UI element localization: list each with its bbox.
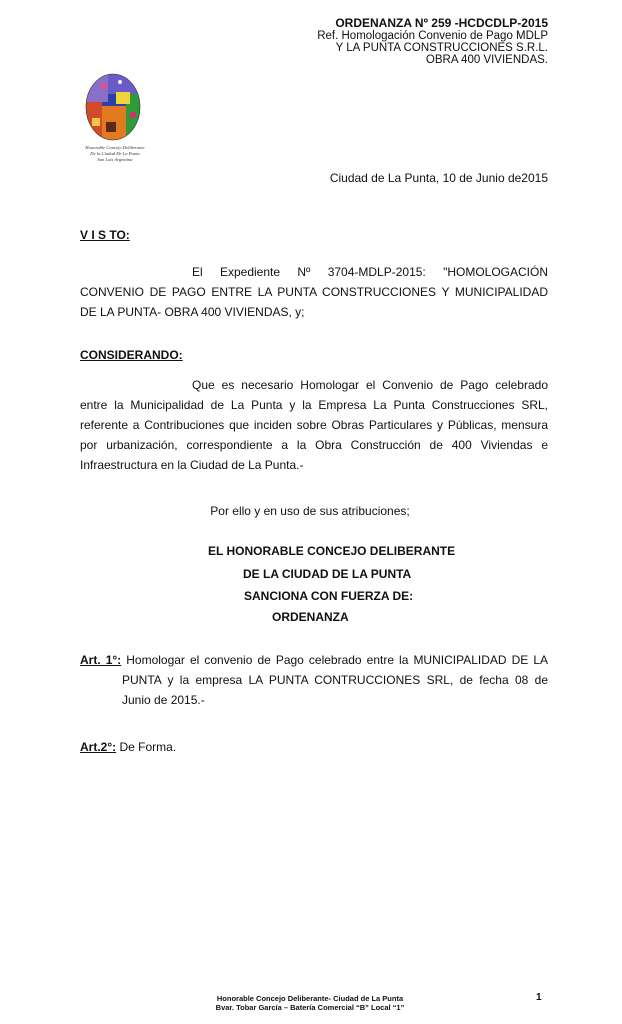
page-number: 1 — [536, 992, 542, 1003]
article-2-label: Art.2°: — [80, 740, 117, 754]
considerando-line-4: por urbanización, correspondiente a la Obra Construcción de 400 Viviendas e — [80, 438, 548, 452]
article-2-text: De Forma. — [116, 740, 177, 754]
reference-line-3: OBRA 400 VIVIENDAS. — [425, 54, 548, 66]
considerando-heading: CONSIDERANDO: — [80, 348, 183, 362]
visto-heading: V I S TO: — [80, 228, 130, 242]
article-2 — [80, 737, 548, 757]
ordinance-number: ORDENANZA Nº 259 -HCDCDLP-2015 — [335, 16, 548, 30]
article-1-line-2: PUNTA y la empresa LA PUNTA CONTRUCCIONES SRL, de fecha 08 de — [122, 673, 548, 687]
council-logo — [80, 72, 146, 142]
considerando-line-3: referente a Contribuciones que inciden sobre Obras Particulares y Públicas, mensura — [80, 418, 548, 432]
sanciona-line-3: SANCIONA CON FUERZA DE: — [244, 589, 414, 603]
sanciona-line-2: DE LA CIUDAD DE LA PUNTA — [243, 567, 412, 581]
considerando-line-5: Infraestructura en la Ciudad de La Punta.- — [80, 458, 304, 472]
logo-caption-1: Honorable Concejo Deliberante — [85, 145, 145, 150]
visto-line-3: DE LA PUNTA- OBRA 400 VIVIENDAS, y; — [80, 305, 305, 319]
considerando-paragraph — [80, 375, 548, 475]
reference-line-1: Ref. Homologación Convenio de Pago MDLP — [317, 30, 548, 42]
reference-line-2: Y LA PUNTA CONSTRUCCIONES S.R.L. — [335, 42, 548, 54]
footer-line-1: Honorable Concejo Deliberante- Ciudad de La Punta — [216, 994, 404, 1003]
visto-line-1: El Expediente Nº 3704-MDLP-2015: "HOMOLOGACIÓN — [192, 265, 548, 279]
sanciona-line-1: EL HONORABLE CONCEJO DELIBERANTE — [208, 544, 456, 558]
sanciona-line-4: ORDENANZA — [272, 610, 349, 624]
considerando-line-1: Que es necesario Homologar el Convenio de Pago celebrado — [192, 378, 548, 392]
logo-caption-3: San Luis Argentina — [97, 157, 133, 162]
article-1-line-3: Junio de 2015.- — [122, 693, 205, 707]
visto-paragraph — [80, 262, 548, 322]
article-1-label: Art. 1°: — [80, 653, 122, 667]
footer-line-2: Bvar. Tobar García – Batería Comercial “B” Local “1” — [215, 1003, 405, 1012]
visto-line-2: CONVENIO DE PAGO ENTRE LA PUNTA CONSTRUCCIONES Y MUNICIPALIDAD — [80, 285, 548, 299]
document-date: Ciudad de La Punta, 10 de Junio de2015 — [329, 171, 548, 185]
article-1-line-1: Homologar el convenio de Pago celebrado entre la MUNICIPALIDAD DE LA — [121, 653, 549, 667]
article-1 — [80, 650, 548, 710]
logo-caption-2: De la Ciudad De La Punta — [90, 151, 140, 156]
considerando-line-2: entre la Municipalidad de La Punta y la Empresa La Punta Construcciones SRL, — [80, 398, 548, 412]
atribuciones-line: Por ello y en uso de sus atribuciones; — [210, 504, 410, 518]
